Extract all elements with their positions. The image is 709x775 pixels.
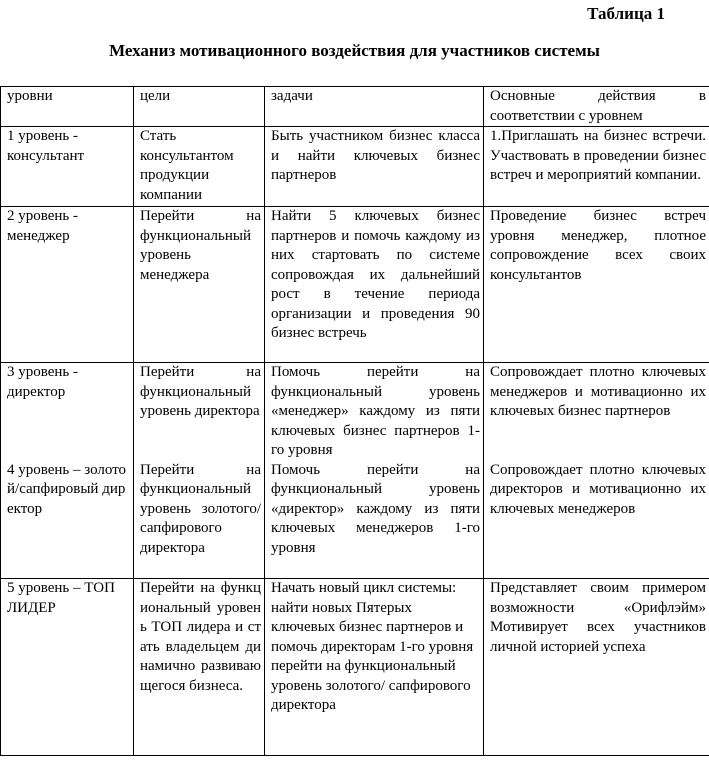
row3-action: Сопровождает плотно ключевых менеджеров и мотивационно их ключевых бизнес партнеров	[484, 363, 709, 461]
row4-action: Сопровождает плотно ключевых директоров и мотивационно их ключевых менеджеров	[484, 461, 709, 579]
table-row	[1, 363, 709, 461]
header-goals: цели	[134, 87, 265, 127]
row2-level: 2 уровень - менеджер	[1, 207, 134, 363]
row3-goal: Перейти на функциональный уровень директора	[134, 363, 265, 461]
row2-goal: Перейти на функциональный уровень менеджера	[134, 207, 265, 363]
row1-action: 1.Приглашать на бизнес встречи. Участвовать в проведении бизнес встреч и мероприятий компании.	[484, 127, 709, 207]
row4-task: Помочь перейти на функциональный уровень «директор» каждому из пяти ключевых менеджеров 1-го уровня	[265, 461, 484, 579]
row1-task: Быть участником бизнес класса и найти ключевых бизнес партнеров	[265, 127, 484, 207]
motivation-table	[0, 86, 709, 756]
row4-level: 4 уровень – золотой/сапфировый директор	[1, 461, 134, 579]
table-row	[1, 461, 709, 579]
table-header-row	[1, 87, 709, 127]
row5-action: Представляет своим примером возможности «Орифлэйм» Мотивирует всех участников личной историей успеха	[484, 579, 709, 756]
header-actions: Основные действия в соответствии с уровнем	[484, 87, 709, 127]
row5-goal: Перейти на функциональный уровень ТОП лидера и стать владельцем динамично развивающегося бизнеса.	[134, 579, 265, 756]
table-caption: Таблица 1	[587, 4, 665, 23]
row4-goal: Перейти на функциональный уровень золотого/сапфирового директора	[134, 461, 265, 579]
row1-goal: Стать консультантом продукции компании	[134, 127, 265, 207]
table-title: Механиз мотивационного воздействия для участников системы	[109, 41, 600, 60]
table-row	[1, 207, 709, 363]
header-tasks: задачи	[265, 87, 484, 127]
row5-level: 5 уровень – ТОП ЛИДЕР	[1, 579, 134, 756]
row2-action: Проведение бизнес встреч уровня менеджер, плотное сопровождение всех своих консультантов	[484, 207, 709, 363]
header-levels: уровни	[1, 87, 134, 127]
row3-level: 3 уровень - директор	[1, 363, 134, 461]
row2-task: Найти 5 ключевых бизнес партнеров и помочь каждому из них стартовать по системе сопровождая их дальнейший рост в течение периода организации и проведения 90 бизнес встречь	[265, 207, 484, 363]
row3-task: Помочь перейти на функциональный уровень «менеджер» каждому из пяти ключевых бизнес партнеров 1-го уровня	[265, 363, 484, 461]
row5-task: Начать новый цикл системы: найти новых Пятерых ключевых бизнес партнеров и помочь директорам 1-го уровня перейти на функциональный уровень золотого/ сапфирового директора	[265, 579, 484, 756]
table-row	[1, 127, 709, 207]
table-row	[1, 579, 709, 756]
row1-level: 1 уровень - консультант	[1, 127, 134, 207]
